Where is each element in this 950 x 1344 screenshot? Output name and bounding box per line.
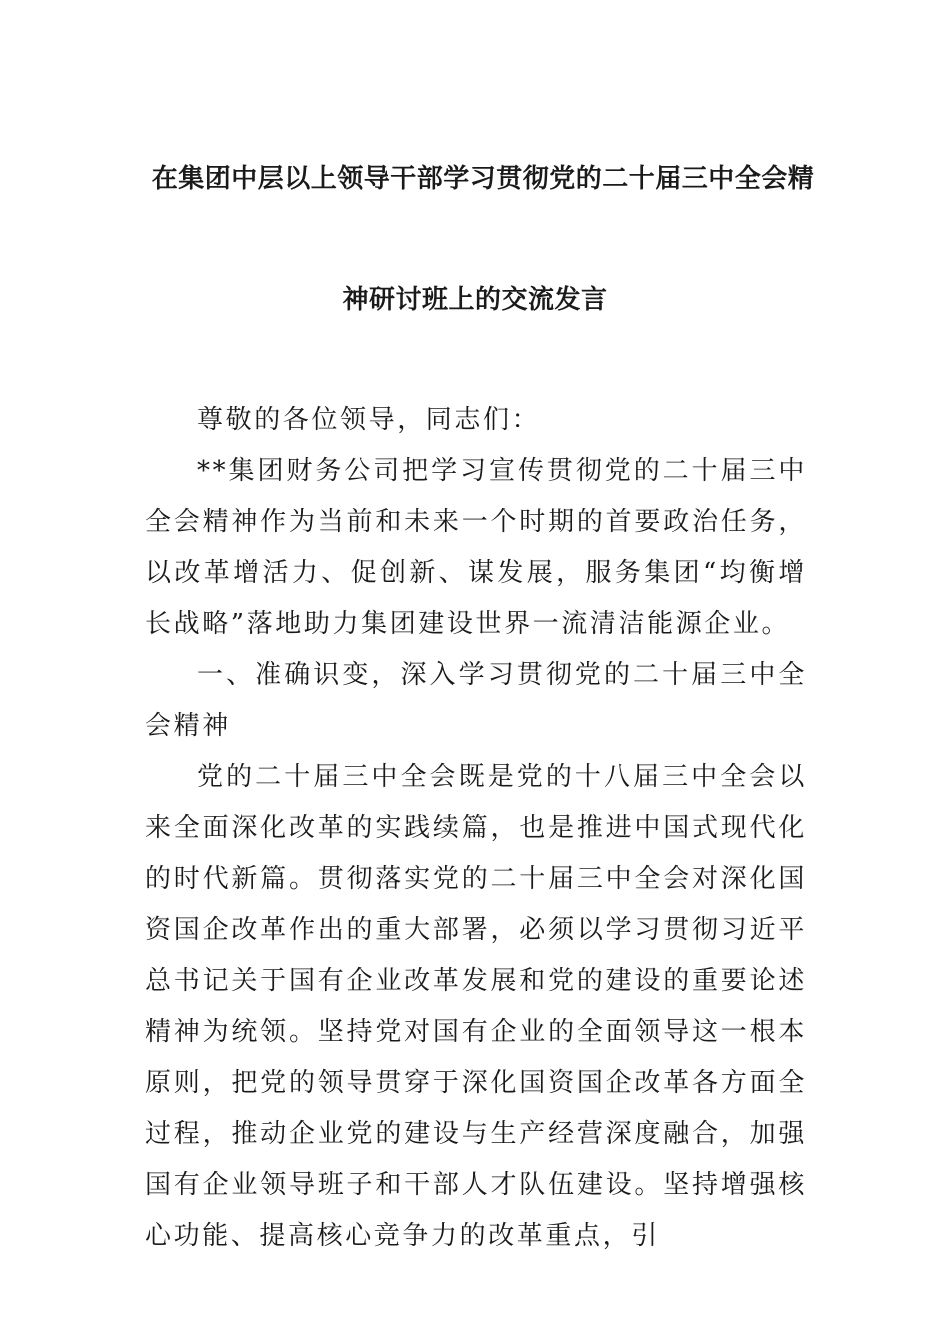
document-body: [145, 395, 807, 1262]
document-title-line-2: 神研讨班上的交流发言: [342, 285, 608, 315]
document-title-line-1: 在集团中层以上领导干部学习贯彻党的二十届三中全会精: [151, 164, 815, 194]
paragraph-intro: **集团财务公司把学习宣传贯彻党的二十届三中全会精神作为当前和未来一个时期的首要政治任务，以改革增活力、促创新、谋发展，服务集团“均衡增长战略”落地助力集团建设世界一流清洁能源企业。: [145, 456, 807, 639]
section-heading-1: 一、准确识变，深入学习贯彻党的二十届三中全会精神: [145, 660, 807, 741]
salutation: 尊敬的各位领导，同志们：: [197, 405, 541, 435]
paragraph-section-1: 党的二十届三中全会既是党的十八届三中全会以来全面深化改革的实践续篇，也是推进中国式现代化的时代新篇。贯彻落实党的二十届三中全会对深化国资国企改革作出的重大部署，必须以学习贯彻习近平总书记关于国有企业改革发展和党的建设的重要论述精神为统领。坚持党对国有企业的全面领导这一根本原则，把党的领导贯穿于深化国资国企改革各方面全过程，推动企业党的建设与生产经营深度融合，加强国有企业领导班子和干部人才队伍建设。坚持增强核心功能、提高核心竞争力的改革重点，引: [145, 762, 807, 1251]
